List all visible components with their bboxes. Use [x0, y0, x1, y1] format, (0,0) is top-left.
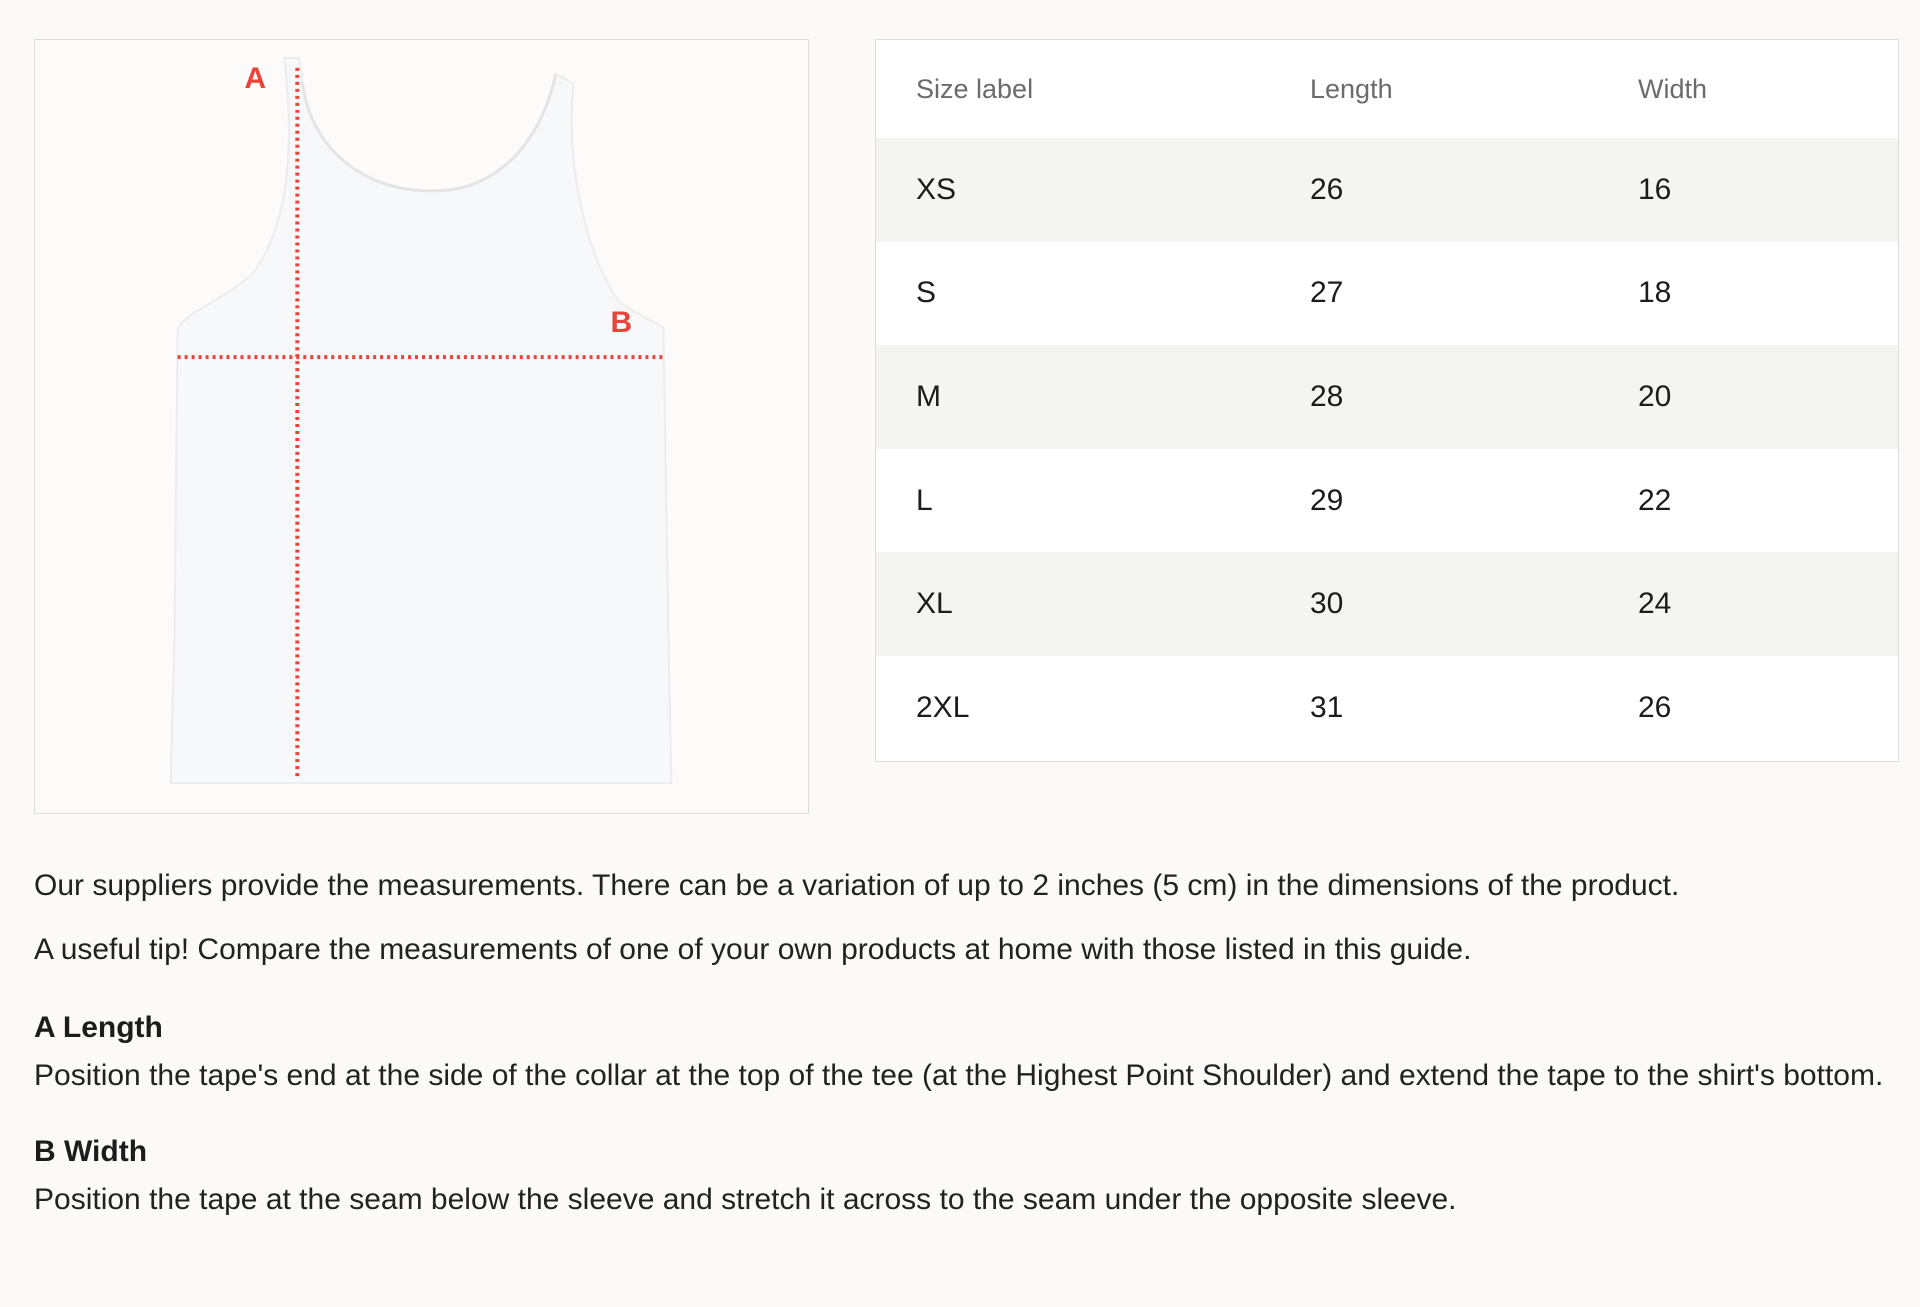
table-row [876, 242, 1898, 346]
length-cell: 31 [1270, 656, 1598, 760]
header-size-label: Size label [916, 73, 1034, 104]
table-row [876, 345, 1898, 449]
measurement-diagram-panel [34, 39, 809, 814]
size-cell: XL [876, 552, 1270, 656]
width-section-text: Position the tape at the seam below the sleeve and stretch it across to the seam under the opposite sleeve. [34, 1183, 1457, 1216]
length-section-title: A Length [34, 1011, 163, 1044]
table-row [876, 552, 1898, 656]
size-cell: 2XL [876, 656, 1270, 760]
label-b: B [610, 306, 633, 340]
size-table [876, 40, 1898, 760]
width-section-title: B Width [34, 1135, 148, 1168]
header-length: Length [1310, 73, 1393, 104]
tank-top-image [171, 58, 672, 783]
width-cell: 22 [1598, 449, 1898, 553]
size-chart-table [875, 39, 1899, 762]
length-section-text: Position the tape's end at the side of the collar at the top of the tee (at the Highest Point Shoulder) and extend the tape to the shirt's bottom. [34, 1059, 1884, 1092]
length-cell: 28 [1270, 345, 1598, 449]
length-cell: 26 [1270, 138, 1598, 242]
width-cell: 16 [1598, 138, 1898, 242]
size-guide-notes [34, 862, 1894, 1224]
table-header-row [876, 40, 1898, 138]
length-cell: 30 [1270, 552, 1598, 656]
tank-top-measurement-diagram [35, 40, 808, 813]
table-row [876, 449, 1898, 553]
label-a: A [244, 61, 267, 95]
size-cell: S [876, 242, 1270, 346]
size-cell: M [876, 345, 1270, 449]
table-row [876, 138, 1898, 242]
size-cell: L [876, 449, 1270, 553]
length-cell: 27 [1270, 242, 1598, 346]
tip-note: A useful tip! Compare the measurements of one of your own products at home with those listed in this guide. [34, 933, 1472, 966]
width-cell: 20 [1598, 345, 1898, 449]
width-cell: 26 [1598, 656, 1898, 760]
table-row [876, 656, 1898, 760]
width-cell: 24 [1598, 552, 1898, 656]
variation-note: Our suppliers provide the measurements. There can be a variation of up to 2 inches (5 cm) in the dimensions of the product. [34, 869, 1680, 902]
header-width: Width [1638, 73, 1708, 104]
width-cell: 18 [1598, 242, 1898, 346]
length-cell: 29 [1270, 449, 1598, 553]
size-cell: XS [876, 138, 1270, 242]
